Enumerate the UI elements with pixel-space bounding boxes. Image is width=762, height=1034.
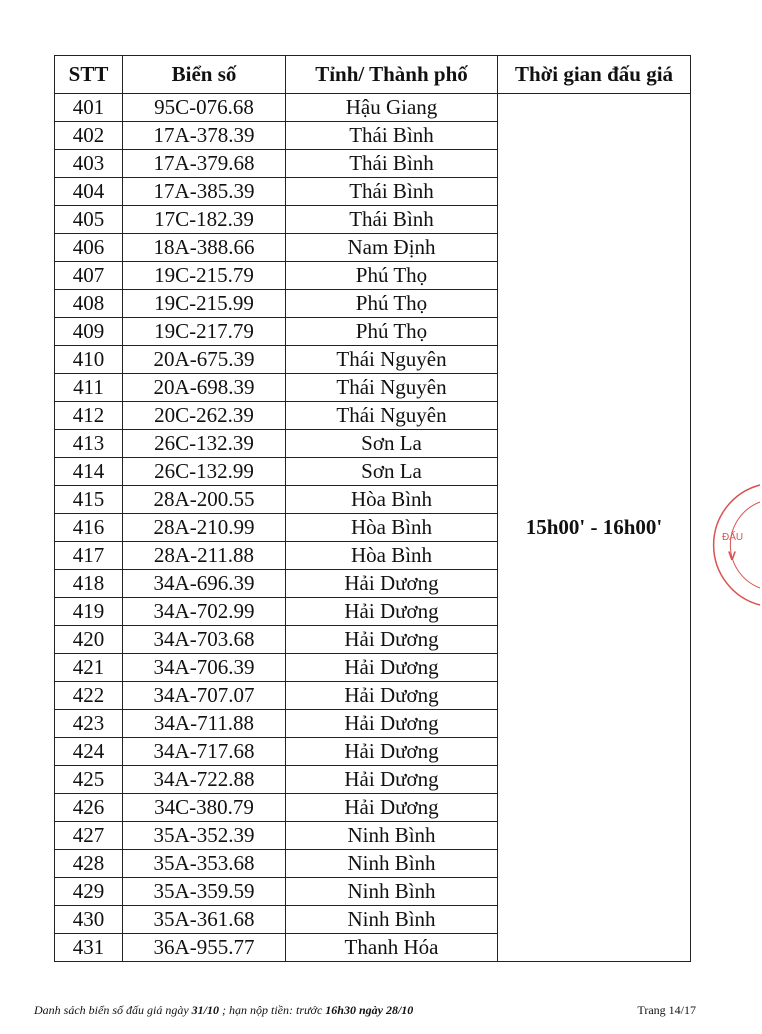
row-plate-number: 34A-717.68 bbox=[123, 738, 286, 766]
row-stt: 428 bbox=[55, 850, 123, 878]
row-province: Phú Thọ bbox=[286, 290, 498, 318]
row-stt: 430 bbox=[55, 906, 123, 934]
row-stt: 431 bbox=[55, 934, 123, 962]
row-plate-number: 34A-706.39 bbox=[123, 654, 286, 682]
page-footer bbox=[34, 1003, 696, 1021]
row-province: Ninh Bình bbox=[286, 906, 498, 934]
header-stt: STT bbox=[55, 56, 123, 94]
row-stt: 412 bbox=[55, 402, 123, 430]
row-province: Hải Dương bbox=[286, 794, 498, 822]
row-province: Ninh Bình bbox=[286, 878, 498, 906]
header-time: Thời gian đấu giá bbox=[498, 56, 691, 94]
footer-text-1: Danh sách biển số đấu giá ngày bbox=[34, 1003, 192, 1017]
row-stt: 425 bbox=[55, 766, 123, 794]
row-stt: 409 bbox=[55, 318, 123, 346]
row-province: Thanh Hóa bbox=[286, 934, 498, 962]
row-stt: 410 bbox=[55, 346, 123, 374]
row-province: Ninh Bình bbox=[286, 850, 498, 878]
row-plate-number: 28A-210.99 bbox=[123, 514, 286, 542]
stamp-text: V bbox=[728, 549, 737, 563]
row-stt: 429 bbox=[55, 878, 123, 906]
row-province: Thái Bình bbox=[286, 178, 498, 206]
footer-text-2: ; hạn nộp tiền: trước bbox=[219, 1003, 326, 1017]
row-province: Hải Dương bbox=[286, 710, 498, 738]
footer-auction-date: 31/10 bbox=[191, 1003, 219, 1017]
table-header-row bbox=[55, 56, 691, 94]
row-province: Hải Dương bbox=[286, 738, 498, 766]
row-province: Hải Dương bbox=[286, 654, 498, 682]
footer-deadline: 16h30 ngày 28/10 bbox=[325, 1003, 414, 1017]
row-stt: 427 bbox=[55, 822, 123, 850]
row-plate-number: 19C-217.79 bbox=[123, 318, 286, 346]
row-stt: 421 bbox=[55, 654, 123, 682]
stamp-text: ĐẤU bbox=[722, 532, 744, 543]
row-province: Hậu Giang bbox=[286, 94, 498, 122]
row-plate-number: 17A-379.68 bbox=[123, 150, 286, 178]
row-stt: 407 bbox=[55, 262, 123, 290]
row-plate-number: 34A-711.88 bbox=[123, 710, 286, 738]
row-plate-number: 95C-076.68 bbox=[123, 94, 286, 122]
row-plate-number: 26C-132.39 bbox=[123, 430, 286, 458]
row-plate-number: 18A-388.66 bbox=[123, 234, 286, 262]
row-province: Hải Dương bbox=[286, 626, 498, 654]
row-plate-number: 20A-698.39 bbox=[123, 374, 286, 402]
row-stt: 418 bbox=[55, 570, 123, 598]
row-plate-number: 17A-378.39 bbox=[123, 122, 286, 150]
row-stt: 413 bbox=[55, 430, 123, 458]
row-stt: 404 bbox=[55, 178, 123, 206]
row-province: Ninh Bình bbox=[286, 822, 498, 850]
row-province: Thái Nguyên bbox=[286, 402, 498, 430]
row-stt: 415 bbox=[55, 486, 123, 514]
row-plate-number: 20A-675.39 bbox=[123, 346, 286, 374]
row-province: Hải Dương bbox=[286, 682, 498, 710]
row-plate-number: 19C-215.79 bbox=[123, 262, 286, 290]
row-province: Thái Nguyên bbox=[286, 374, 498, 402]
row-province: Sơn La bbox=[286, 458, 498, 486]
header-plate: Biển số bbox=[123, 56, 286, 94]
row-stt: 419 bbox=[55, 598, 123, 626]
row-stt: 403 bbox=[55, 150, 123, 178]
row-plate-number: 34A-703.68 bbox=[123, 626, 286, 654]
row-province: Hòa Bình bbox=[286, 542, 498, 570]
auction-plate-table bbox=[54, 55, 691, 962]
row-province: Thái Bình bbox=[286, 122, 498, 150]
row-province: Phú Thọ bbox=[286, 262, 498, 290]
row-plate-number: 36A-955.77 bbox=[123, 934, 286, 962]
row-province: Thái Nguyên bbox=[286, 346, 498, 374]
row-plate-number: 35A-353.68 bbox=[123, 850, 286, 878]
row-stt: 416 bbox=[55, 514, 123, 542]
row-province: Phú Thọ bbox=[286, 318, 498, 346]
row-plate-number: 35A-359.59 bbox=[123, 878, 286, 906]
row-stt: 408 bbox=[55, 290, 123, 318]
row-plate-number: 35A-361.68 bbox=[123, 906, 286, 934]
page-number: Trang 14/17 bbox=[637, 1003, 696, 1017]
row-stt: 420 bbox=[55, 626, 123, 654]
row-plate-number: 34A-707.07 bbox=[123, 682, 286, 710]
row-stt: 411 bbox=[55, 374, 123, 402]
auction-time-cell: 15h00' - 16h00' bbox=[498, 94, 691, 962]
row-stt: 406 bbox=[55, 234, 123, 262]
row-plate-number: 20C-262.39 bbox=[123, 402, 286, 430]
row-stt: 424 bbox=[55, 738, 123, 766]
row-province: Hải Dương bbox=[286, 766, 498, 794]
row-plate-number: 26C-132.99 bbox=[123, 458, 286, 486]
row-province: Thái Bình bbox=[286, 150, 498, 178]
row-province: Thái Bình bbox=[286, 206, 498, 234]
row-plate-number: 19C-215.99 bbox=[123, 290, 286, 318]
row-plate-number: 34A-702.99 bbox=[123, 598, 286, 626]
row-stt: 426 bbox=[55, 794, 123, 822]
row-plate-number: 34A-722.88 bbox=[123, 766, 286, 794]
table-row bbox=[55, 94, 691, 122]
row-province: Nam Định bbox=[286, 234, 498, 262]
row-province: Hòa Bình bbox=[286, 486, 498, 514]
red-seal-stamp bbox=[702, 480, 762, 610]
footer-note bbox=[34, 1003, 413, 1018]
row-plate-number: 28A-211.88 bbox=[123, 542, 286, 570]
row-province: Sơn La bbox=[286, 430, 498, 458]
row-plate-number: 17A-385.39 bbox=[123, 178, 286, 206]
row-province: Hòa Bình bbox=[286, 514, 498, 542]
row-stt: 402 bbox=[55, 122, 123, 150]
row-plate-number: 17C-182.39 bbox=[123, 206, 286, 234]
row-stt: 422 bbox=[55, 682, 123, 710]
row-stt: 417 bbox=[55, 542, 123, 570]
row-stt: 414 bbox=[55, 458, 123, 486]
row-plate-number: 34A-696.39 bbox=[123, 570, 286, 598]
row-province: Hải Dương bbox=[286, 598, 498, 626]
header-province: Tỉnh/ Thành phố bbox=[286, 56, 498, 94]
table-body bbox=[55, 94, 691, 962]
row-stt: 423 bbox=[55, 710, 123, 738]
row-stt: 405 bbox=[55, 206, 123, 234]
row-plate-number: 28A-200.55 bbox=[123, 486, 286, 514]
row-province: Hải Dương bbox=[286, 570, 498, 598]
row-plate-number: 35A-352.39 bbox=[123, 822, 286, 850]
auction-plate-table-container bbox=[54, 55, 690, 962]
row-stt: 401 bbox=[55, 94, 123, 122]
row-plate-number: 34C-380.79 bbox=[123, 794, 286, 822]
